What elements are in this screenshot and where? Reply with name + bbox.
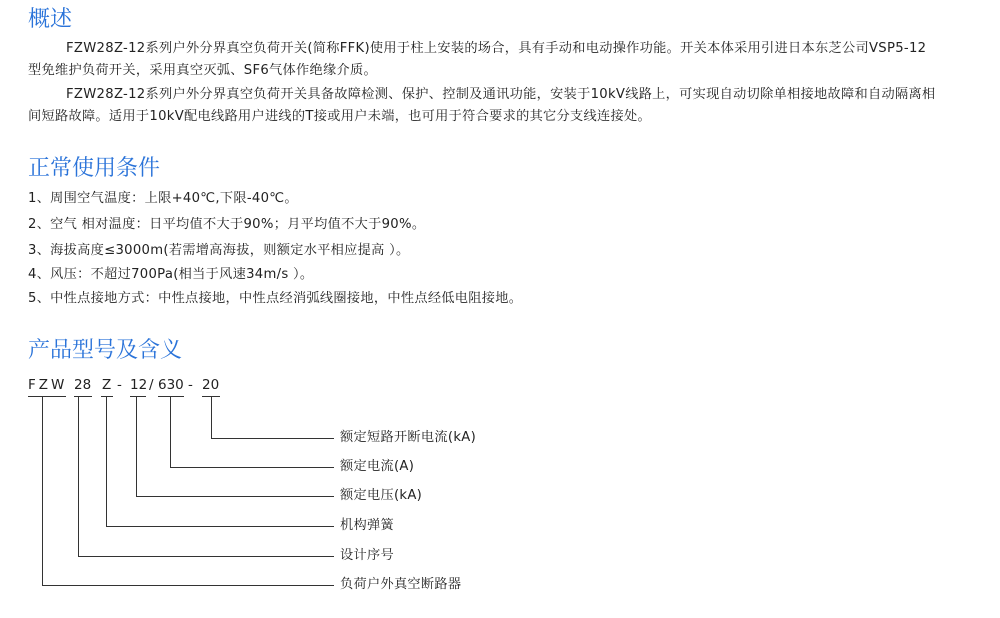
code-28: 28 <box>74 377 92 393</box>
code-underline-z <box>101 396 113 397</box>
leader-line-28-h <box>78 556 334 557</box>
leader-line-12-v <box>136 397 137 497</box>
condition-item-1: 1、周围空气温度：上限+40℃,下限-40℃。 <box>28 191 298 206</box>
condition-item-5: 5、中性点接地方式：中性点接地，中性点经消弧线圈接地，中性点经低电阻接地。 <box>28 291 523 306</box>
leader-line-28-v <box>78 397 79 557</box>
meaning-rated-current: 额定电流(A) <box>340 459 415 474</box>
code-slash: / <box>149 377 154 393</box>
code-12: 12 <box>130 377 148 393</box>
code-underline-28 <box>74 396 92 397</box>
condition-item-4: 4、风压：不超过700Pa(相当于风速34m/s ）。 <box>28 267 314 282</box>
meaning-product-type: 负荷户外真空断路器 <box>340 577 462 592</box>
model-heading: 产品型号及含义 <box>28 338 183 363</box>
code-z: Z <box>102 377 112 393</box>
leader-line-z-v <box>106 397 107 527</box>
leader-line-630-h <box>170 467 334 468</box>
overview-paragraph-1: FZW28Z-12系列户外分界真空负荷开关(简称FFK)使用于柱上安装的场合，具有手动和电动操作功能。开关本体采用引进日本东芝公司VSP5-12型免维护负荷开关，采用真空灭弧、SF6气体作绝缘介质。 <box>28 41 927 78</box>
condition-item-3: 3、海拔高度≤3000m(若需增高海拔，则额定水平相应提高 ）。 <box>28 243 410 258</box>
meaning-spring-mechanism: 机构弹簧 <box>340 518 394 533</box>
leader-line-630-v <box>170 397 171 468</box>
overview-paragraph-2: FZW28Z-12系列户外分界真空负荷开关具备故障检测、保护、控制及通讯功能，安装于10kV线路上，可实现自动切除单相接地故障和自动隔离相间短路故障。适用于10kV配电线路用户进线的T接或用户未端，也可用于符合要求的其它分支线连接处。 <box>28 87 936 124</box>
conditions-heading: 正常使用条件 <box>28 156 161 181</box>
leader-line-fzw-h <box>42 585 334 586</box>
leader-line-20-h <box>211 438 334 439</box>
code-underline-12 <box>130 396 146 397</box>
leader-line-12-h <box>136 496 334 497</box>
code-fzw: FZW <box>28 377 68 393</box>
leader-line-20-v <box>211 397 212 439</box>
code-dash-2: - <box>188 377 193 393</box>
code-underline-fzw <box>28 396 66 397</box>
code-20: 20 <box>202 377 220 393</box>
overview-heading: 概述 <box>28 7 73 32</box>
leader-line-fzw-v <box>42 397 43 586</box>
leader-line-z-h <box>106 526 334 527</box>
meaning-design-number: 设计序号 <box>340 548 394 563</box>
meaning-rated-voltage: 额定电压(kA) <box>340 488 423 503</box>
condition-item-2: 2、空气 相对温度：日平均值不大于90%；月平均值不大于90%。 <box>28 217 426 232</box>
code-630: 630 <box>158 377 184 393</box>
code-dash-1: - <box>117 377 122 393</box>
meaning-breaking-current: 额定短路开断电流(kA) <box>340 430 477 445</box>
code-underline-630 <box>158 396 184 397</box>
